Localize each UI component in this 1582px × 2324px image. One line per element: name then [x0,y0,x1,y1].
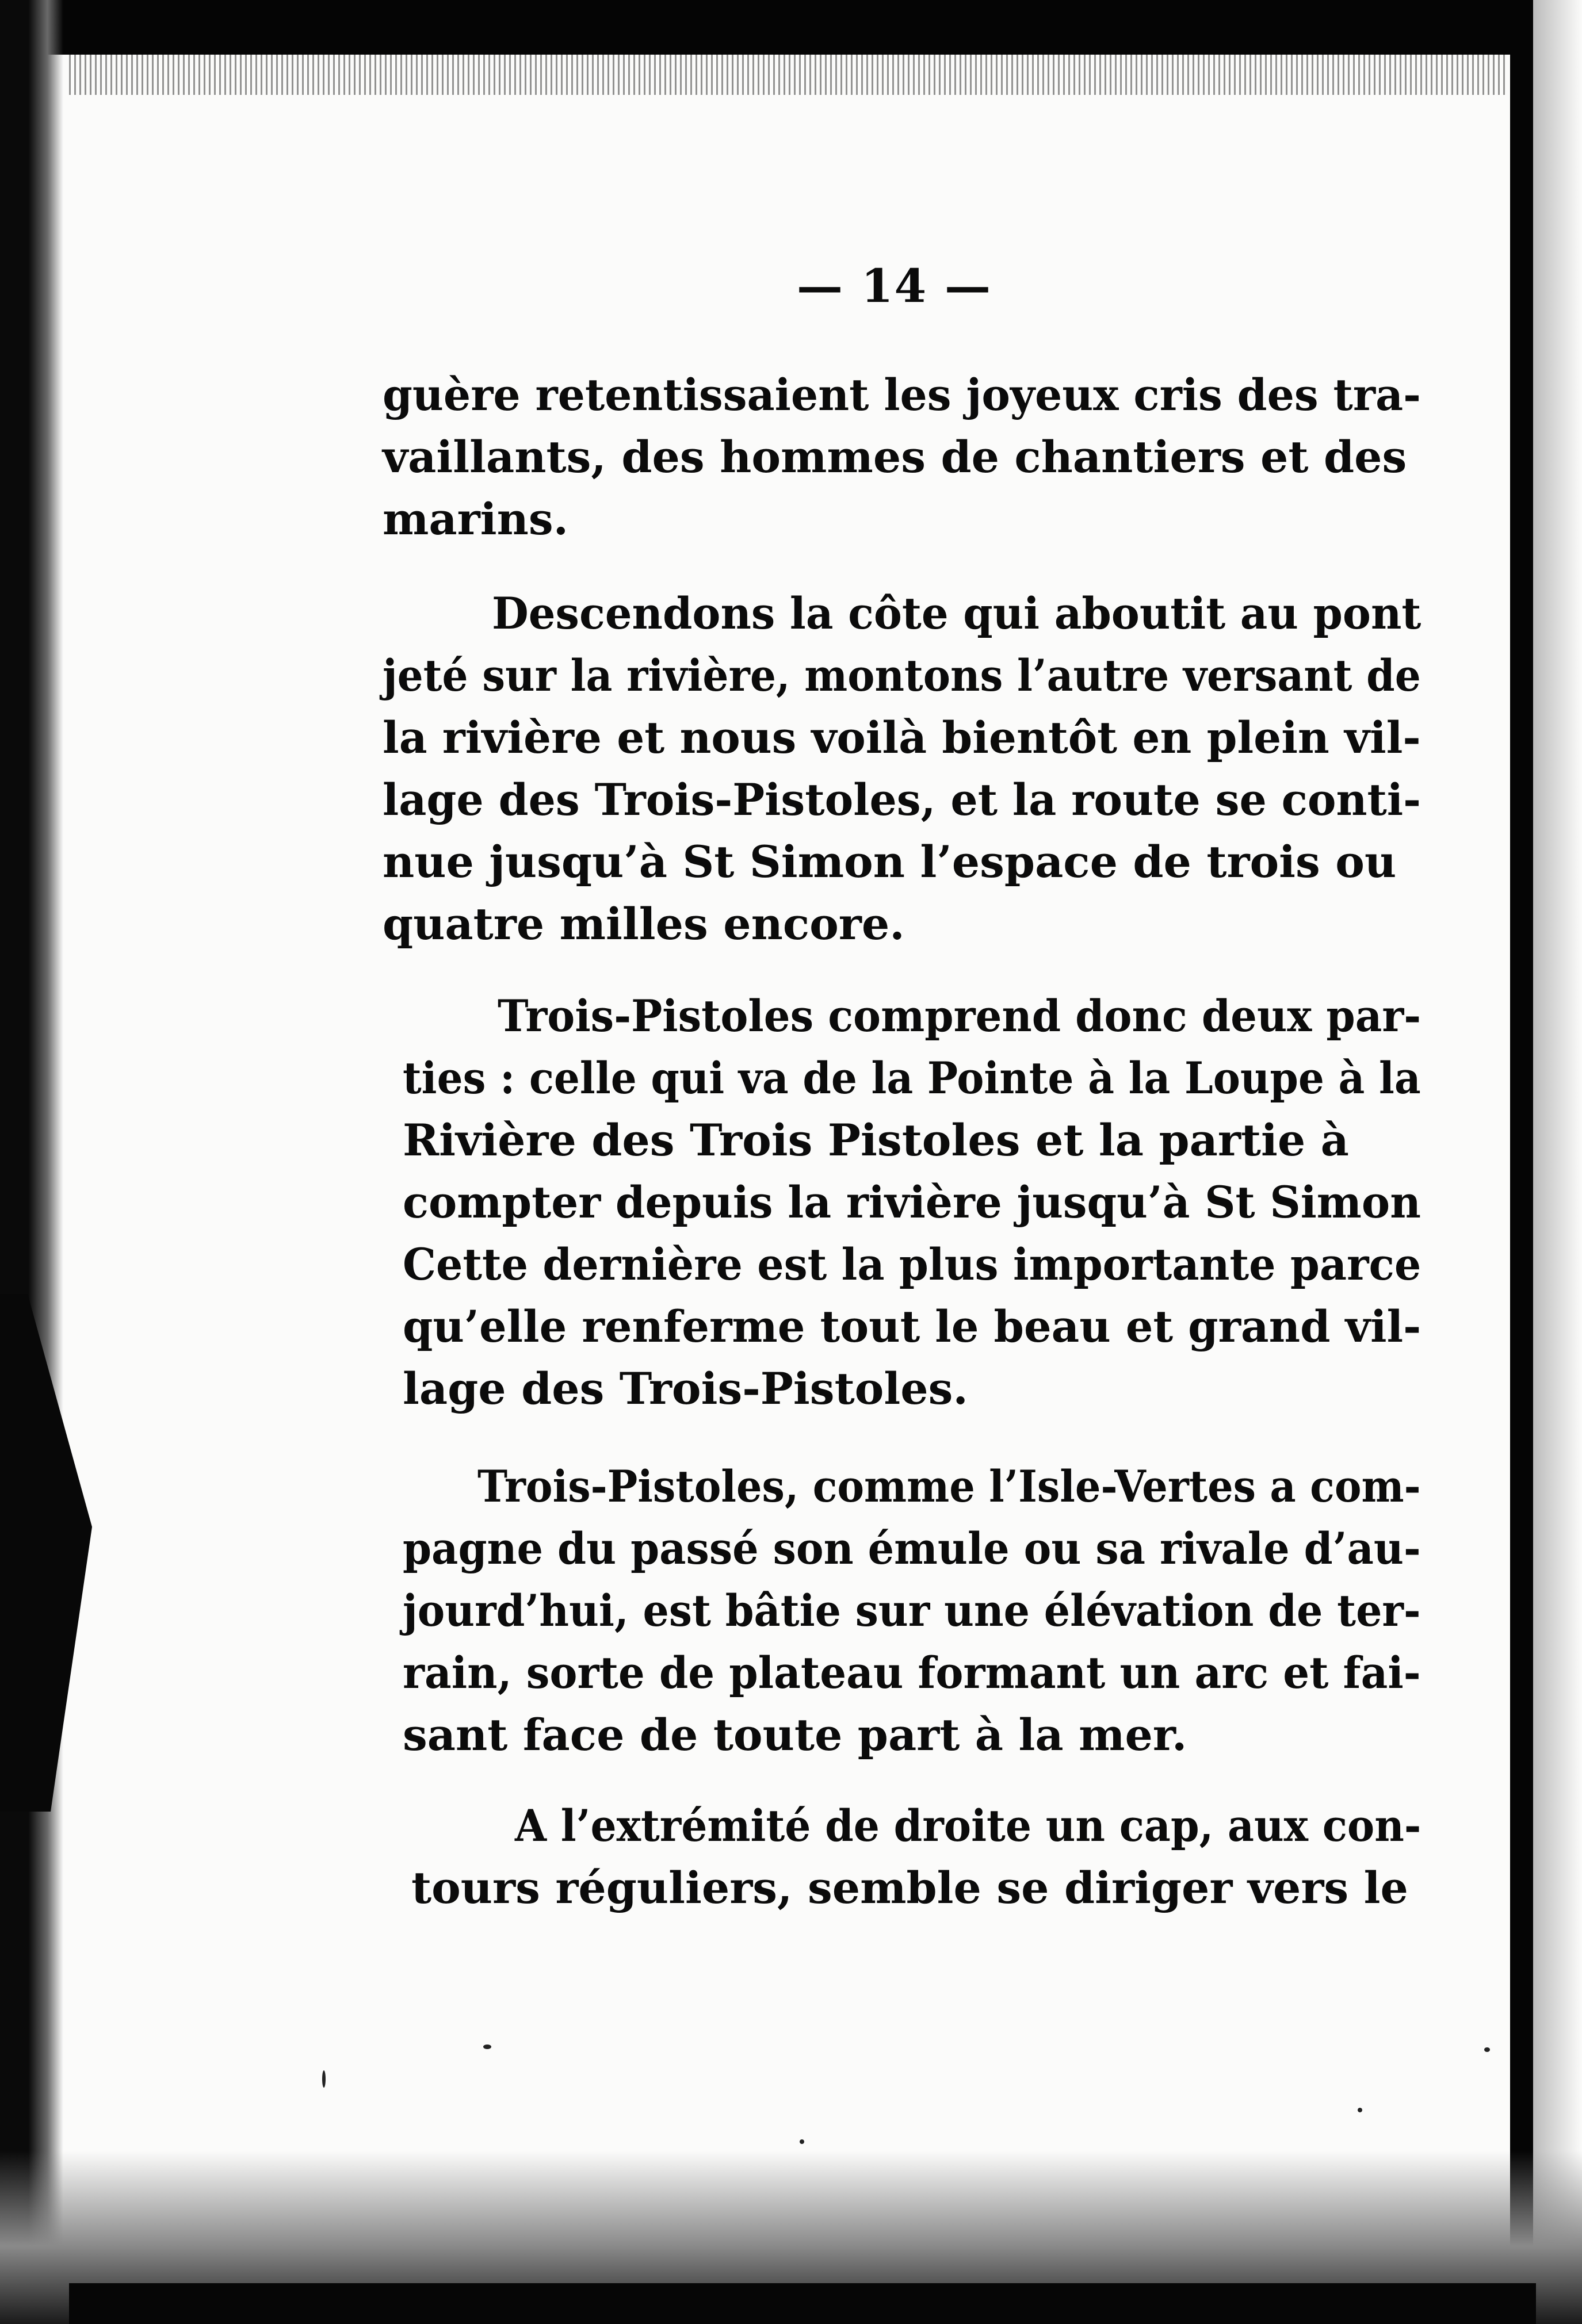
text-line: vaillants, des hommes de chantiers et des [383,431,1407,483]
speck [483,2044,491,2049]
scan-border-bottom [69,2283,1536,2324]
text-line: lage des Trois-Pistoles. [403,1363,968,1414]
text-line: jeté sur la rivière, montons l’autre versant de [383,650,1421,701]
speck [800,2139,804,2144]
text-line: compter depuis la rivière jusqu’à St Simon [403,1177,1421,1228]
text-line: Trois-Pistoles, comme l’Isle-Vertes a com- [477,1461,1421,1512]
text-line: Rivière des Trois Pistoles et la partie à [403,1115,1349,1166]
text-line: tours réguliers, semble se diriger vers le [411,1862,1408,1913]
text-line: nue jusqu’à St Simon l’espace de trois ou [383,836,1397,887]
text-line: Descendons la côte qui aboutit au pont [492,588,1421,639]
page-number: — 14 — [797,259,992,313]
scan-noise-top [69,55,1507,95]
text-line: qu’elle renferme tout le beau et grand vil- [403,1301,1421,1352]
text-line: pagne du passé son émule ou sa rivale d’au- [403,1523,1421,1574]
text-line: Cette dernière est la plus importante parce [403,1239,1421,1290]
text-line: la rivière et nous voilà bientôt en plein vil- [383,712,1421,763]
text-line: A l’extrémité de droite un cap, aux con- [515,1800,1421,1851]
text-line: ties : celle qui va de la Pointe à la Loupe à la [403,1052,1421,1104]
speck [1358,2108,1362,2112]
text-line: sant face de toute part à la mer. [403,1709,1187,1760]
speck [322,2070,326,2088]
text-line: rain, sorte de plateau formant un arc et fai- [403,1647,1421,1698]
text-line: jourd’hui, est bâtie sur une élévation de ter- [403,1585,1421,1636]
text-line: guère retentissaient les joyeux cris des tra- [383,369,1421,420]
scan-border-top [0,0,1582,55]
text-line: marins. [383,493,569,545]
speck [1484,2047,1490,2052]
text-line: quatre milles encore. [383,898,905,949]
text-line: Trois-Pistoles comprend donc deux par- [498,990,1421,1042]
text-line: lage des Trois-Pistoles, et la route se conti- [383,774,1421,825]
